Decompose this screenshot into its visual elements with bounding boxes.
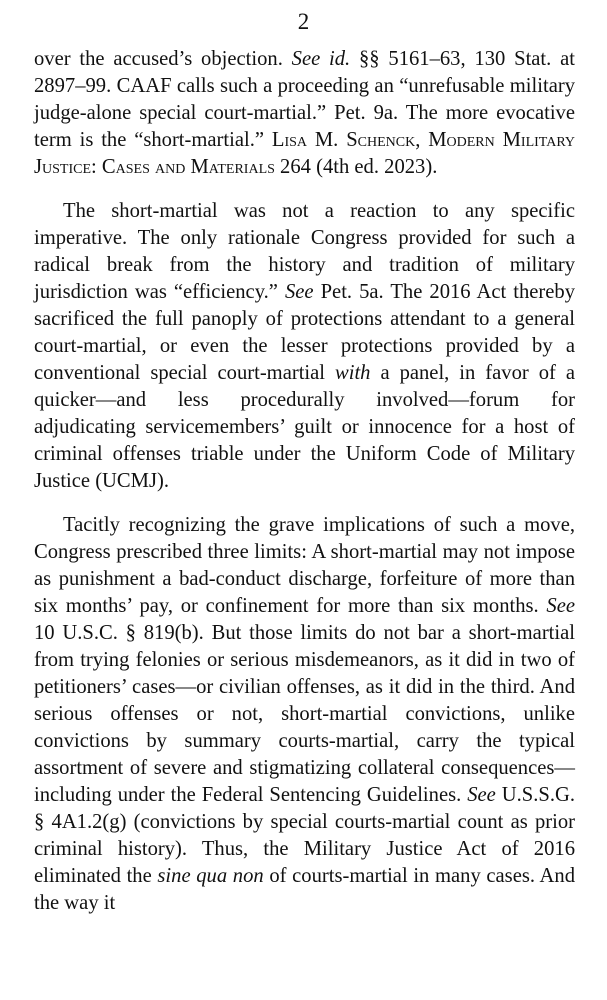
paragraph-3 xyxy=(34,512,575,917)
italic-text: See xyxy=(467,784,496,806)
text-run: U.S.S.G. § 4A1.2(g) (convictions by special courts-martial count as prior criminal history). Thus, the Military Justice Act of 2016 eliminated the xyxy=(34,784,575,887)
paragraph-2 xyxy=(34,198,575,495)
text-run: Tacitly recognizing the grave implications of such a move, Congress prescribed three limits: A short-martial may not impose as punishment a bad-conduct discharge, forfeiture of more than six months’ pay, or confinement for more than six months. xyxy=(34,514,575,617)
text-run: over the accused’s objection. xyxy=(34,48,292,70)
italic-text: See xyxy=(546,595,575,617)
text-run: a panel, in favor of a quicker—and less procedurally involved—forum for adjudicating servicemembers’ guilt or innocence for a host of criminal offenses triable under the Uniform Code of Military Justice (UCMJ). xyxy=(34,362,575,492)
citation-smallcaps: Lisa M. Schenck, Modern Military Justice: Cases and Materials xyxy=(34,129,575,178)
text-run: §§ 5161–63, 130 Stat. at 2897–99. CAAF calls such a proceeding an “unrefusable military judge-alone special court-martial.” Pet. 9a. The more evocative term is the “short-martial.” xyxy=(34,48,575,151)
italic-text: sine qua non xyxy=(157,865,264,887)
page-number: 2 xyxy=(297,9,310,34)
text-run: 264 (4th ed. 2023). xyxy=(274,156,438,178)
italic-text: with xyxy=(334,362,371,384)
document-body xyxy=(34,46,575,917)
italic-text: See id. xyxy=(291,48,351,70)
paragraph-1 xyxy=(34,46,575,181)
text-run: 10 U.S.C. § 819(b). But those limits do not bar a short-martial from trying felonies or serious misdemeanors, as it did in two of petitioners’ cases—or civilian offenses, as it did in the third. And serious offenses or not, short-martial convictions, unlike convictions by summary courts-martial, carry the typical assortment of severe and stigmatizing collateral consequences—including under the Federal Sentencing Guidelines. xyxy=(34,622,575,806)
text-run: of courts-martial in many cases. And the way it xyxy=(34,865,575,914)
italic-text: See xyxy=(284,281,314,303)
text-run: Pet. 5a. The 2016 Act thereby sacrificed the full panoply of protections attendant to a general court-martial, or even the lesser protections provided by a conventional special court-martial xyxy=(34,281,575,384)
text-run: The short-martial was not a reaction to any specific imperative. The only rationale Congress provided for such a radical break from the history and tradition of military jurisdiction was “efficiency.” xyxy=(34,200,575,303)
